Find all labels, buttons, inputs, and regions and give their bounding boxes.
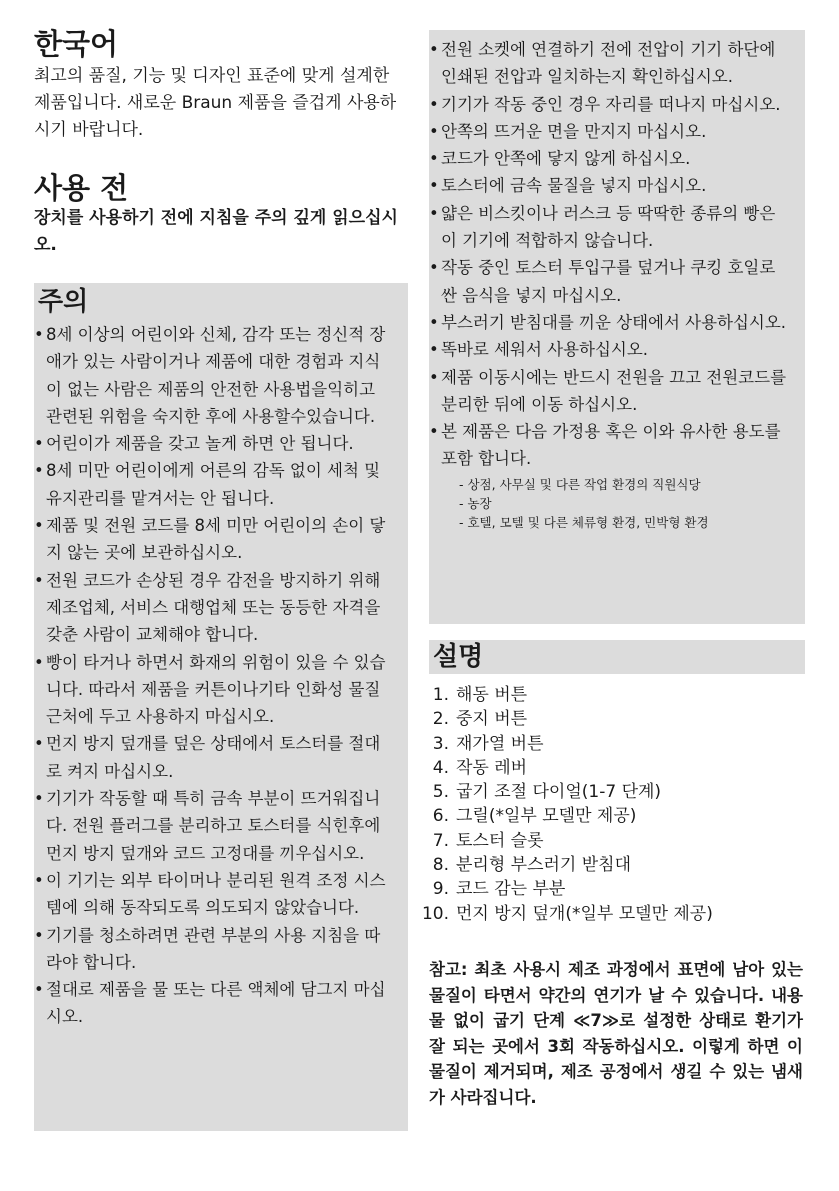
description-header-bar — [429, 640, 805, 674]
list-item: • 어린이가 제품을 갖고 놀게 하면 안 됩니다. — [34, 430, 394, 457]
list-item: • 기기를 청소하려면 관련 부분의 사용 지침을 따라야 합니다. — [34, 922, 394, 977]
list-item: 1. 해동 버튼 — [432, 685, 528, 705]
list-item: • 전원 코드가 손상된 경우 감전을 방지하기 위해 제조업체, 서비스 대행업체 또는 동등한 자격을 갖춘 사람이 교체해야 합니다. — [34, 567, 394, 649]
list-item: • 절대로 제품을 물 또는 다른 액체에 담그지 마십시오. — [34, 976, 394, 1031]
list-item: • 빵이 타거나 하면서 화재의 위험이 있을 수 있습니다. 따라서 제품을 커튼이나기타 인화성 물질 근처에 두고 사용하지 마십시오. — [34, 649, 394, 731]
caution-list-right — [429, 36, 793, 532]
list-item: • 부스러기 받침대를 끼운 상태에서 사용하십시오. — [429, 309, 793, 336]
list-item: • 안쪽의 뜨거운 면을 만지지 마십시오. — [429, 118, 793, 145]
list-item: 2. 중지 버튼 — [432, 709, 528, 730]
caution-box-right — [429, 30, 805, 624]
list-item-with-sublist — [429, 418, 793, 532]
sublist-item: - 호텔, 모텔 및 다른 체류형 환경, 민박형 환경 — [459, 514, 709, 530]
list-item: • 8세 미만 어린이에게 어른의 감독 없이 세척 및 유지관리를 맡겨서는 안 됩니다. — [34, 457, 394, 512]
list-item: 9. 코드 감는 부분 — [432, 879, 566, 900]
list-item: 4. 작동 레버 — [432, 757, 528, 778]
list-item: • 먼지 방지 덮개를 덮은 상태에서 토스터를 절대로 켜지 마십시오. — [34, 730, 394, 785]
description-list — [419, 683, 799, 926]
list-item: • 8세 이상의 어린이와 신체, 감각 또는 정신적 장애가 있는 사람이거나 제품에 대한 경험과 지식이 없는 사람은 제품의 안전한 사용법을익히고 관련된 위험을 숙지한 후에 사용할수있습니다. — [34, 321, 394, 430]
list-item: • 얇은 비스킷이나 러스크 등 딱딱한 종류의 빵은 이 기기에 적합하지 않습니다. — [429, 200, 793, 255]
list-item: • 기기가 작동할 때 특히 금속 부분이 뜨거워집니다. 전원 플러그를 분리하고 토스터를 식힌후에 먼지 방지 덮개와 코드 고정대를 끼우십시오. — [34, 785, 394, 867]
caution-title: 주의 — [38, 287, 89, 317]
list-item: • 전원 소켓에 연결하기 전에 전압이 기기 하단에 인쇄된 전압과 일치하는지 확인하십시오. — [429, 36, 793, 91]
list-item: 8. 분리형 부스러기 받침대 — [432, 855, 632, 876]
list-item: 6. 그릴(*일부 모델만 제공) — [432, 806, 637, 827]
list-item: • 기기가 작동 중인 경우 자리를 떠나지 마십시오. — [429, 91, 793, 118]
list-item: 5. 굽기 조절 다이얼(1-7 단계) — [432, 782, 662, 803]
caution-box-left — [34, 283, 408, 1131]
usage-sublist — [441, 475, 793, 532]
description-title: 설명 — [433, 642, 484, 672]
list-item: • 코드가 안쪽에 닿지 않게 하십시오. — [429, 145, 793, 172]
list-item: • 작동 중인 토스터 투입구를 덮거나 쿠킹 호일로 싼 음식을 넣지 마십시오. — [429, 254, 793, 309]
list-item: 3. 재가열 버튼 — [432, 733, 544, 754]
list-item: 7. 토스터 슬롯 — [432, 830, 544, 851]
list-item: • 이 기기는 외부 타이머나 분리된 원격 조정 시스템에 의해 동작되도록 의도되지 않았습니다. — [34, 867, 394, 922]
list-item: • 똑바로 세워서 사용하십시오. — [429, 336, 793, 363]
list-item: • 제품 및 전원 코드를 8세 미만 어린이의 손이 닿지 않는 곳에 보관하십시오. — [34, 512, 394, 567]
before-use-text: 장치를 사용하기 전에 지침을 주의 깊게 읽으십시오. — [34, 208, 398, 255]
list-item: • 토스터에 금속 물질을 넣지 마십시오. — [429, 172, 793, 199]
sublist-item: - 상점, 사무실 및 다른 작업 환경의 직원식당 — [459, 476, 701, 492]
list-item: • 제품 이동시에는 반드시 전원을 끄고 전원코드를 분리한 뒤에 이동 하십시오. — [429, 364, 793, 419]
intro-text: 최고의 품질, 기능 및 디자인 표준에 맞게 설계한 제품입니다. 새로운 Braun 제품을 즐겁게 사용하시기 바랍니다. — [34, 66, 397, 140]
before-use-title: 사용 전 — [34, 171, 129, 205]
language-title: 한국어 — [34, 27, 119, 61]
caution-list-left — [34, 321, 394, 1031]
first-use-note: 참고: 최초 사용시 제조 과정에서 표면에 남아 있는 물질이 타면서 약간의 연기가 날 수 있습니다. 내용물 없이 굽기 단계 ≪7≫로 설정한 상태로 환기가 잘 되는 곳에서 3회 작동하십시오. 이렇게 하면 이물질이 제거되며, 제조 공정에서 생길 수 있는 냄새가 사라집니다. — [429, 960, 803, 1107]
list-item: 10. 먼지 방지 덮개(*일부 모델만 제공) — [421, 903, 713, 924]
list-item-text: 본 제품은 다음 가정용 혹은 이와 유사한 용도를 포함 합니다. — [441, 422, 781, 469]
sublist-item: - 농장 — [459, 495, 492, 511]
